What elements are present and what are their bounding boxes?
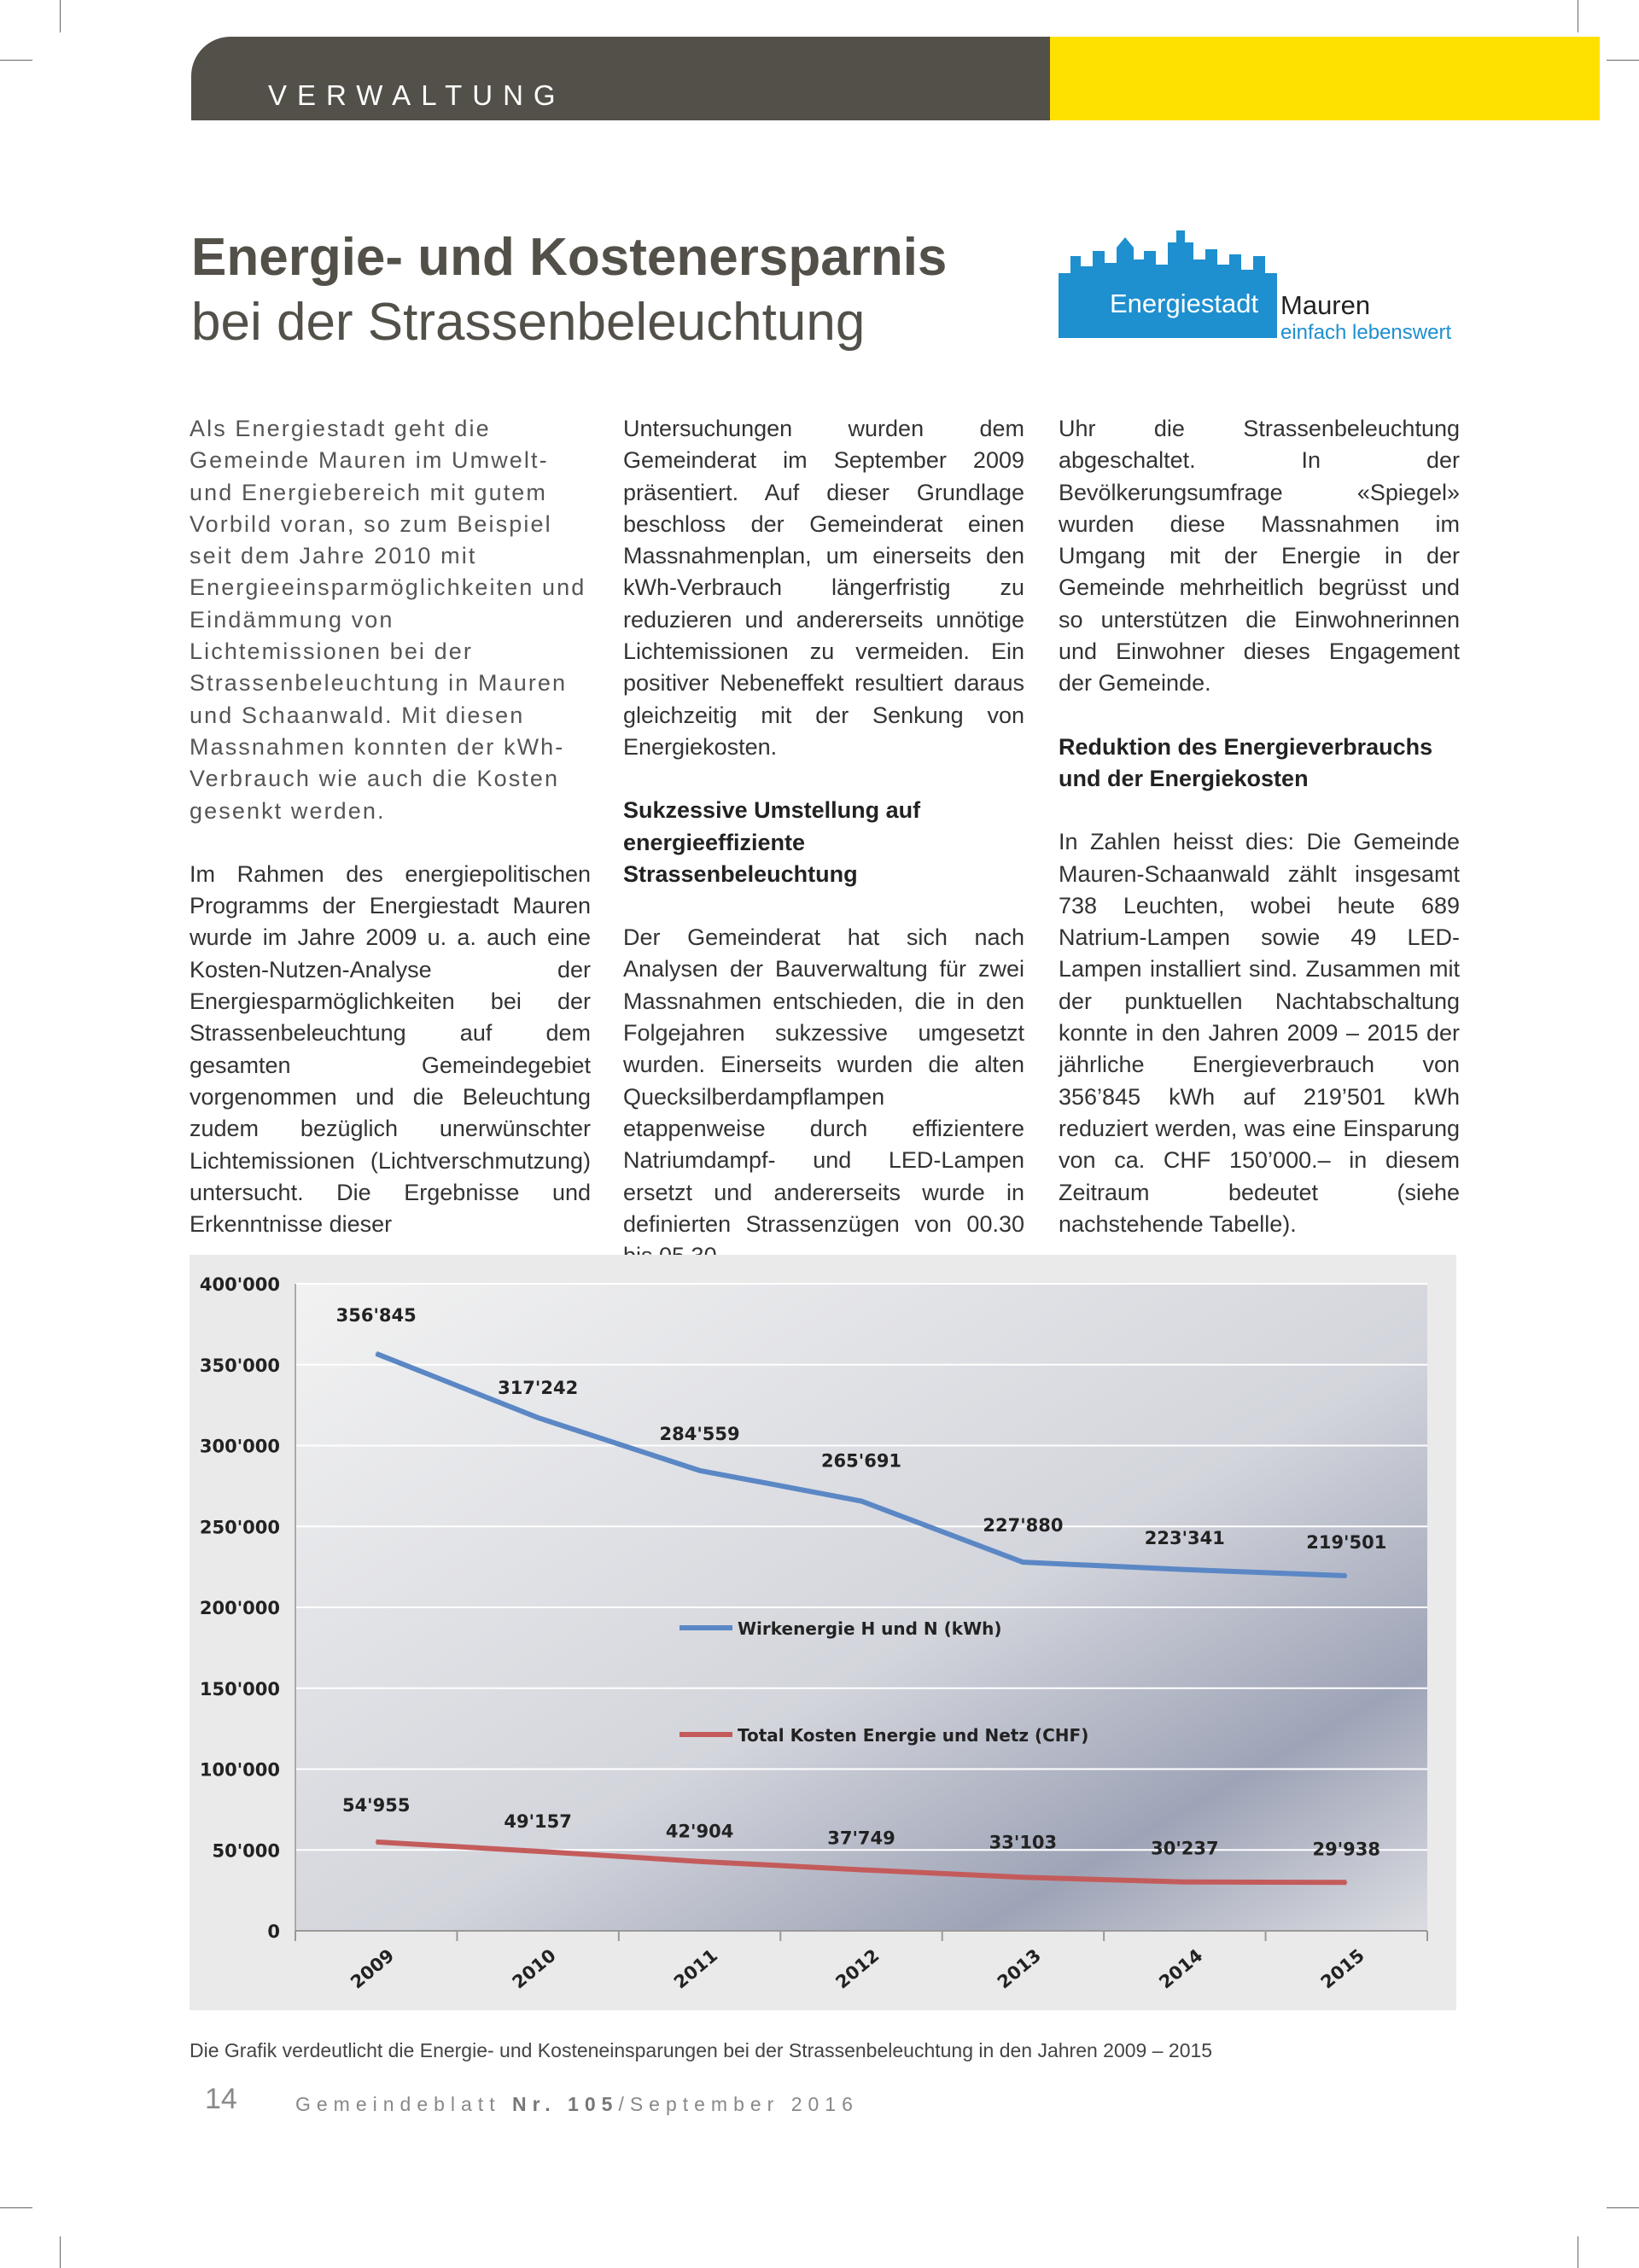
- skyline-icon: [1059, 230, 1277, 338]
- y-tick-label: 50'000: [212, 1840, 280, 1862]
- page-number: 14: [205, 2083, 237, 2115]
- y-tick-label: 200'000: [199, 1598, 280, 1618]
- data-label: 54'955: [341, 1794, 411, 1816]
- crop-mark: [0, 2207, 32, 2208]
- article-column-3: [1059, 413, 1460, 1272]
- data-label: 42'904: [665, 1821, 734, 1842]
- data-point: [1345, 1881, 1347, 1883]
- x-tick-label: 2014: [1155, 1944, 1207, 1993]
- crop-mark: [60, 2236, 61, 2268]
- chart-caption: Die Grafik verdeutlicht die Energie- und Kosteneinsparungen bei der Strassenbeleuchtung in den Jahren 2009 – 2015: [190, 2039, 1213, 2061]
- data-point: [1022, 1561, 1024, 1563]
- data-point: [1345, 1575, 1347, 1577]
- logo-tagline: einfach lebenswert: [1280, 321, 1452, 344]
- body-paragraph: Untersuchungen wurden dem Gemeinderat im September 2009 präsentiert. Auf dieser Grundlage beschloss der Gemeinderat einen Massnahmenplan, um einerseits den kWh-Verbrauch längerfristig zu reduzieren und andererseits unnötige Lichtemissionen zu vermeiden. Ein positiver Nebeneffekt resultiert daraus gleichzeitig mit der Senkung von Energiekosten.: [623, 416, 1024, 760]
- data-point: [1184, 1569, 1186, 1571]
- section-heading: Reduktion des Energieverbrauchs und der Energiekosten: [1059, 733, 1433, 791]
- data-point: [376, 1841, 377, 1843]
- data-point: [537, 1851, 539, 1852]
- article-column-1: [190, 413, 591, 1272]
- body-paragraph: Der Gemeinderat hat sich nach Analysen der Bauverwaltung für zwei Massnahmen entschieden, die in den Folgejahren sukzessive umgesetzt wurden. Einerseits wurden die alten Quecksilberdampflampen etappenweise durch effizientere Natriumdampf- und LED-Lampen ersetzt und andererseits wurde in definierten Strassenzügen von 00.30: [623, 924, 1024, 1237]
- section-label: VERWALTUNG: [268, 79, 566, 111]
- data-point: [1022, 1876, 1024, 1878]
- data-label: 219'501: [1306, 1532, 1387, 1554]
- data-label: 265'691: [820, 1450, 902, 1472]
- data-point: [699, 1470, 701, 1472]
- y-tick-label: 0: [267, 1921, 280, 1942]
- x-tick-label: 2010: [508, 1944, 560, 1993]
- data-point: [537, 1417, 539, 1419]
- data-point: [860, 1501, 862, 1502]
- data-label: 356'845: [335, 1304, 417, 1326]
- data-label: 223'341: [1144, 1527, 1225, 1548]
- body-paragraph: Uhr die Strassenbeleuchtung abgeschaltet. In der Bevölkerungsumfrage «Spiegel» wurden diese Massnahmen im Umgang mit der Energie in der Gemeinde mehrheitlich begrüsst und so unterstützen die Einwohnerinnen und Einwohner dieses Engagement der Gemeinde.: [1059, 416, 1460, 697]
- data-point: [376, 1353, 377, 1355]
- publication-name: Gemeindeblatt: [295, 2093, 501, 2115]
- logo-town: Mauren: [1280, 290, 1371, 320]
- article-title: Energie- und Kostenersparnis: [191, 228, 948, 287]
- data-label: 284'559: [659, 1423, 740, 1444]
- issue-number: Nr. 105: [511, 2093, 619, 2115]
- x-tick-label: 2009: [347, 1944, 399, 1993]
- crop-mark: [60, 0, 61, 32]
- y-tick-label: 300'000: [199, 1436, 280, 1457]
- body-paragraph: Im Rahmen des energiepolitischen Programms der Energiestadt Mauren wurde im Jahre 2009 u. a. auch eine Kosten-Nutzen-Analyse der Energiesparmöglichkeiten bei der Strassenbeleuchtung auf dem gesamten Gemeindegebiet vorgenommen und die Beleuchtung zudem bezüglich unerwünschter Lichtemissionen (Lichtverschmutzung) untersucht. Die Ergebnisse und Erkenntnisse dieser: [190, 860, 591, 1238]
- y-tick-label: 100'000: [199, 1759, 280, 1781]
- legend-label: Total Kosten Energie und Netz (CHF): [738, 1725, 1089, 1746]
- intro-paragraph: Als Energiestadt geht die Gemeinde Mauren im Umwelt- und Energiebereich mit gutem Vorbild voran, so zum Beispiel seit dem Jahre 2010 mit Energieeinsparmöglichkeiten und Eindämmung von Lichtemissionen bei der Strassenbeleuchtung in Mauren und Schaanwald. Mit diesen Massnahmen konnten der kWh-Verbrauch wie auch die Kosten gesenkt werden.: [190, 416, 586, 824]
- header-accent: [1050, 37, 1600, 120]
- body-paragraph: In Zahlen heisst dies: Die Gemeinde Mauren-Schaanwald zählt insgesamt 738 Leuchten, wobei heute 689 Natrium-Lampen sowie 49 LED-Lampen installiert sind. Zusammen mit der punktuellen Nachtabschaltung konnte in den Jahren 2009 – 2015 der jährliche Energieverbrauch von 356’845 kWh auf 219’501 kWh reduziert werden, was eine Einsparung von ca. CHF 150’000.– in diesem Zeitraum bedeutet (siehe nachstehende Tabelle).: [1059, 829, 1460, 1237]
- data-label: 49'157: [504, 1810, 572, 1832]
- x-tick-label: 2015: [1316, 1944, 1368, 1993]
- data-point: [699, 1861, 701, 1863]
- crop-mark: [0, 60, 32, 61]
- y-tick-label: 150'000: [199, 1678, 280, 1700]
- issue-date: /September 2016: [618, 2093, 859, 2115]
- data-label: 227'880: [983, 1515, 1064, 1536]
- x-tick-label: 2013: [993, 1944, 1046, 1993]
- crop-mark: [1607, 2207, 1639, 2208]
- energy-cost-chart: [190, 1255, 1456, 2010]
- article-column-2: [623, 413, 1024, 1303]
- logo-name: Energiestadt: [1110, 289, 1259, 318]
- data-label: 29'938: [1312, 1839, 1381, 1860]
- section-heading: Sukzessive Umstellung auf energieeffiziente Strassenbeleuchtung: [623, 797, 921, 887]
- footer-publication: [295, 2093, 859, 2116]
- data-label: 33'103: [989, 1832, 1058, 1853]
- data-label: 317'242: [498, 1377, 579, 1398]
- y-tick-label: 350'000: [199, 1355, 280, 1376]
- data-label: 30'237: [1151, 1838, 1219, 1859]
- x-tick-label: 2011: [669, 1944, 722, 1993]
- y-tick-label: 250'000: [199, 1517, 280, 1538]
- data-label: 37'749: [827, 1828, 895, 1849]
- article-subtitle: bei der Strassenbeleuchtung: [191, 293, 866, 352]
- data-point: [1184, 1881, 1186, 1883]
- y-tick-label: 400'000: [199, 1274, 280, 1295]
- legend-label: Wirkenergie H und N (kWh): [738, 1618, 1002, 1639]
- crop-mark: [1607, 60, 1639, 61]
- data-point: [860, 1869, 862, 1870]
- x-tick-label: 2012: [831, 1944, 884, 1993]
